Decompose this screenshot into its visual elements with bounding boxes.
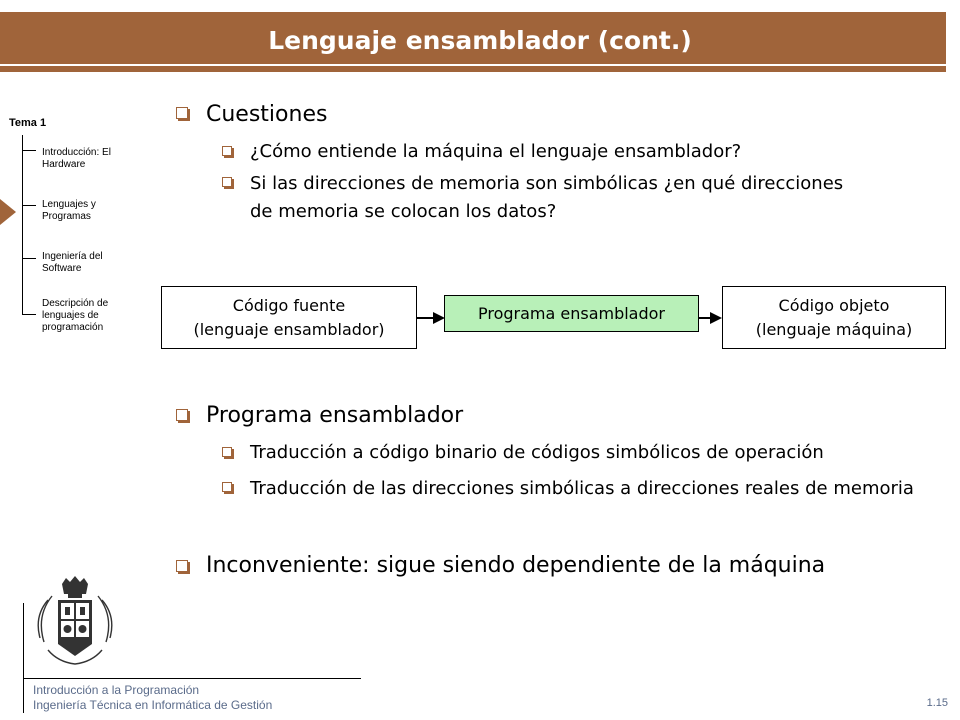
programa-item: Traducción de las direcciones simbólicas a direcciones reales de memoria bbox=[250, 478, 914, 499]
title-underline bbox=[0, 66, 946, 72]
bullet-icon bbox=[222, 447, 232, 457]
arrow-right-icon bbox=[710, 312, 722, 324]
source-code-sublabel: (lenguaje ensamblador) bbox=[193, 319, 385, 339]
programa-item: Traducción a código binario de códigos simbólicos de operación bbox=[250, 442, 824, 463]
current-section-arrow-icon bbox=[0, 199, 16, 225]
footer-course: Introducción a la Programación bbox=[33, 683, 200, 697]
assembler-program-label: Programa ensamblador bbox=[477, 303, 666, 323]
nav-tick bbox=[22, 150, 36, 151]
footer-horizontal-line bbox=[23, 678, 361, 679]
source-code-label: Código fuente bbox=[232, 295, 346, 315]
bullet-icon bbox=[222, 482, 232, 492]
object-code-sublabel: (lenguaje máquina) bbox=[755, 319, 913, 339]
footer-vertical-line bbox=[23, 603, 24, 713]
slide-title: Lenguaje ensamblador (cont.) bbox=[268, 26, 692, 55]
nav-item-introduccion[interactable]: Introducción: El Hardware bbox=[42, 147, 111, 170]
footer-degree: Ingeniería Técnica en Informática de Gestión bbox=[33, 698, 273, 712]
assembler-program-box bbox=[444, 295, 699, 332]
nav-item-ingenieria[interactable]: Ingeniería del Software bbox=[42, 251, 103, 274]
source-code-box bbox=[161, 286, 417, 349]
object-code-label: Código objeto bbox=[778, 295, 890, 315]
object-code-box bbox=[722, 286, 946, 349]
bullet-icon bbox=[176, 560, 188, 572]
nav-item-lenguajes[interactable]: Lenguajes y Programas bbox=[42, 199, 96, 222]
programa-heading: Programa ensamblador bbox=[206, 403, 464, 428]
bullet-icon bbox=[222, 146, 232, 156]
page-number: 1.15 bbox=[926, 697, 948, 709]
inconveniente-text: Inconveniente: sigue siendo dependiente de la máquina bbox=[206, 553, 826, 578]
cuestiones-heading: Cuestiones bbox=[206, 102, 328, 127]
cuestion-item: Si las direcciones de memoria son simbólicas ¿en qué direcciones de memoria se colocan los datos? bbox=[250, 173, 844, 222]
bullet-icon bbox=[176, 409, 188, 421]
university-seal-icon bbox=[30, 576, 120, 670]
nav-line bbox=[22, 135, 23, 315]
nav-tick bbox=[22, 258, 36, 259]
nav-tick bbox=[22, 314, 36, 315]
nav-title: Tema 1 bbox=[9, 117, 47, 129]
bullet-icon bbox=[222, 177, 232, 187]
nav-item-descripcion[interactable]: Descripción de lenguajes de programación bbox=[42, 298, 109, 333]
cuestion-item: ¿Cómo entiende la máquina el lenguaje ensamblador? bbox=[250, 141, 742, 162]
bullet-icon bbox=[176, 107, 188, 119]
nav-tick bbox=[22, 205, 36, 206]
